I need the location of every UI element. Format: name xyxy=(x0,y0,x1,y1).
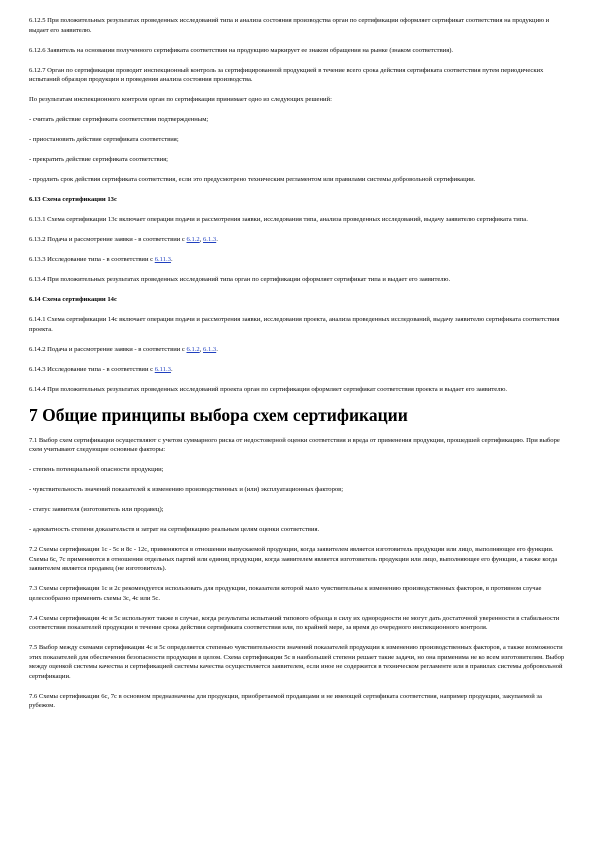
paragraph-7-5: 7.5 Выбор между схемами сертификации 4с и 5с определяется степенью чувствительности значений показателей продукции к изменению производственных факторов, а также возможности этих показателей для обеспечения безопасности продукции в целом. Схема сертификации 5с в наибольшей степени решает такие задачи, но она применима не ко всем изготовителям. Выбор между оценкой системы качества и сертификацией системы качества осуществляется заявителем, если иное не содержится в техническом регламенте или в правилах системы добровольной сертификации. xyxy=(29,644,565,680)
paragraph-6-13-4: 6.13.4 При положительных результатах проведенных исследований типа орган по сертификации оформляет сертификат типа и выдает его заявителю. xyxy=(29,276,451,283)
period: . xyxy=(216,236,218,243)
decision-item: - прекратить действие сертификата соответствия; xyxy=(29,156,168,163)
paragraph-text: 6.14.3 Исследование типа - в соответствии с xyxy=(29,365,155,373)
paragraph-7-6: 7.6 Схемы сертификации 6с, 7с в основном предназначены для продукции, приобретаемой продавцами и не имеющей сертификата соответствия, например продукции, закупаемой за рубежом. xyxy=(29,692,542,709)
decision-item: - приостановить действие сертификата соответствия; xyxy=(29,136,179,143)
paragraph-6-12-5: 6.12.5 При положительных результатах проведенных исследований типа и анализа состояния производства орган по сертификации оформляет сертификат соответствия на продукцию и выдает его заявителю. xyxy=(29,17,550,34)
paragraph-7-1: 7.1 Выбор схем сертификации осуществляют с учетом суммарного риска от недостоверной оценки соответствия и вреда от применения продукции, прошедшей сертификацию. При выборе схем учитывают следующие основные факторы: xyxy=(29,436,560,453)
paragraph-inspection-intro: По результатам инспекционного контроля орган по сертификации принимает одно из следующих решений: xyxy=(29,96,332,103)
separator: , xyxy=(199,236,203,243)
heading-6-13: 6.13 Схема сертификации 13с xyxy=(29,196,117,203)
paragraph-7-2: 7.2 Схемы сертификации 1с - 5с и 8с - 12с, применяются в отношении выпускаемой продукции, когда заявителем является изготовитель продукции или лицо, выполняющее его функции. Схемы 6с, 7с применяются в отношении отдельных партий или единиц продукции, когда заявителем является изготовитель продукции или лицо, выполняющее его функции, а также когда заявителем является продавец (не изготовитель). xyxy=(29,546,558,572)
paragraph-6-14-1: 6.14.1 Схема сертификации 14с включает операции подачи и рассмотрения заявки, исследования проекта, анализа проведенных исследований, выдачу заявителю сертификата соответствия проекта. xyxy=(29,316,560,333)
paragraph-7-3: 7.3 Схемы сертификации 1с и 2с рекомендуется использовать для продукции, показатели которой мало чувствительны к изменению производственных факторов, в противном случае целесообразно применять схемы 3с, 4с или 5с. xyxy=(29,585,542,602)
link-6-11-3[interactable]: 6.11.3 xyxy=(154,256,171,263)
paragraph-7-4: 7.4 Схемы сертификации 4с и 5с используют также в случае, когда результаты испытаний типового образца в силу их однородности не могут дать достаточной уверенности в стабильности соответствия показателей продукции в течение срока действия сертификата соответствия или, по крайней мере, за время до очередного инспекционного контроля. xyxy=(29,614,560,631)
link-6-1-3[interactable]: 6.1.3 xyxy=(203,345,217,353)
paragraph-6-13-3 xyxy=(29,255,569,265)
paragraph-6-14-2 xyxy=(29,345,569,355)
factor-item: - статус заявителя (изготовитель или продавец); xyxy=(29,506,164,513)
document-page xyxy=(29,16,569,721)
paragraph-text: 6.13.2 Подача и рассмотрение заявки - в соответствии с xyxy=(29,236,187,243)
decision-item: - продлить срок действия сертификата соответствия, если это предусмотрено техническим регламентом или правилами системы добровольной сертификации. xyxy=(29,176,476,183)
period: . xyxy=(170,365,173,373)
period: . xyxy=(170,256,173,263)
section-7-heading: 7 Общие принципы выбора схем сертификации xyxy=(29,404,408,425)
factor-item: - адекватность степени доказательств и затрат на сертификацию реальным целям оценки соответствия. xyxy=(29,526,320,533)
paragraph-6-14-4: 6.14.4 При положительных результатах проведенных исследований проекта орган по сертификации оформляет сертификат соответствия проекта и выдает его заявителю. xyxy=(29,385,508,393)
factor-item: - степень потенциальной опасности продукции; xyxy=(29,466,164,473)
decision-item: - считать действие сертификата соответствия подтвержденным; xyxy=(29,116,209,123)
paragraph-6-14-3 xyxy=(29,365,569,375)
link-6-11-3[interactable]: 6.11.3 xyxy=(154,365,171,373)
link-6-1-2[interactable]: 6.1.2 xyxy=(186,236,200,243)
paragraph-6-13-2 xyxy=(29,235,569,245)
paragraph-6-13-1: 6.13.1 Схема сертификации 13с включает операции подачи и рассмотрения заявки, исследования типа, анализа проведенных исследований, выдачу заявителю сертификата типа. xyxy=(29,216,528,223)
heading-6-14: 6.14 Схема сертификации 14с xyxy=(29,296,117,303)
link-6-1-3[interactable]: 6.1.3 xyxy=(203,236,217,243)
paragraph-6-12-7: 6.12.7 Орган по сертификации проводит инспекционный контроль за сертифицированной продукцией в течение всего срока действия сертификата соответствия путем периодических испытаний образцов продукции и проведения анализа состояния производства. xyxy=(29,66,544,83)
paragraph-text: 6.13.3 Исследование типа - в соответствии с xyxy=(29,256,155,263)
paragraph-6-12-6: 6.12.6 Заявитель на основании полученного сертификата соответствия на продукцию маркирует ее знаком обращения на рынке (знаком соответствия). xyxy=(29,46,454,54)
separator: , xyxy=(199,345,203,353)
factor-item: - чувствительность значений показателей к изменению производственных и (или) эксплуатационных факторов; xyxy=(29,486,344,493)
link-6-1-2[interactable]: 6.1.2 xyxy=(186,345,200,353)
paragraph-text: 6.14.2 Подача и рассмотрение заявки - в соответствии с xyxy=(29,345,187,353)
period: . xyxy=(216,345,218,353)
